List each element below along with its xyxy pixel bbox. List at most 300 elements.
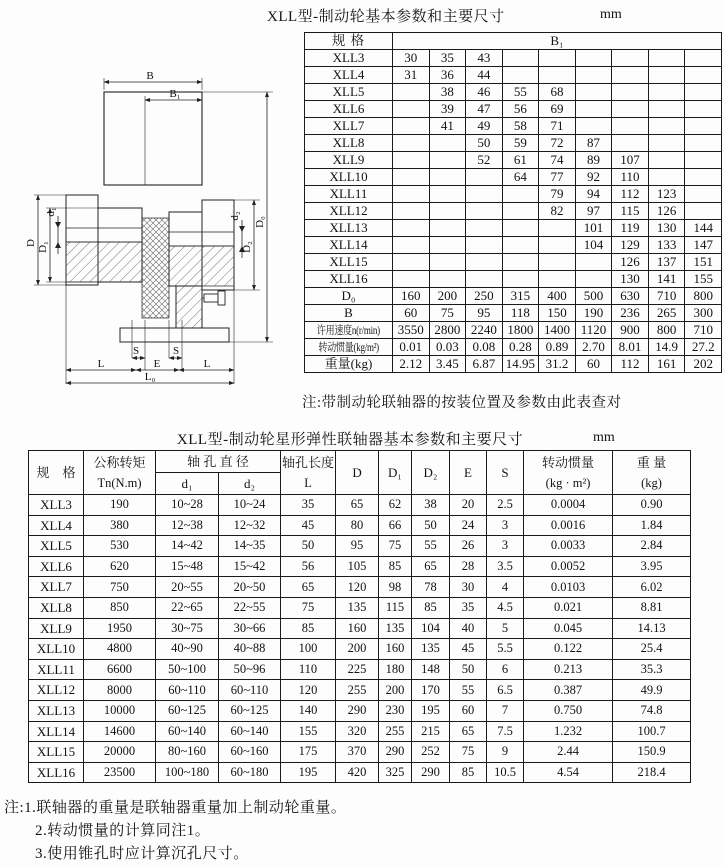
t2-header-torque [84,451,156,495]
table2-value-cell: 0.0033 [524,536,613,557]
table2-value-cell: 150.9 [613,742,691,763]
table1-b1-cell [429,169,466,186]
table1-b1-cell [539,237,576,254]
table1-footer-cell: 3.45 [429,356,466,373]
table1-b1-cell [466,169,503,186]
table1-row [305,84,722,101]
table2-value-cell: 620 [84,556,156,577]
table2-value-cell: 3.95 [613,556,691,577]
table1-row [305,220,722,237]
table2-value-cell: 850 [84,597,156,618]
table2-value-cell: 12~32 [219,515,281,536]
table2-value-cell: 420 [336,762,379,783]
table1-footer-cell: 0.01 [393,339,430,356]
table2-value-cell: 56 [281,556,336,577]
table2-value-cell: 60~180 [219,762,281,783]
table1-b1-cell: 115 [612,203,649,220]
table1-b1-cell [685,67,722,84]
table1-b1-cell [685,152,722,169]
table1-b1-cell [466,271,503,288]
table2-title: XLL型-制动轮星形弹性联轴器基本参数和主要尺寸 [176,432,524,448]
table1-b1-cell [502,237,539,254]
table1-b1-cell [429,152,466,169]
table2-value-cell: 6.5 [487,680,524,701]
table2-value-cell: 60~110 [156,680,219,701]
table1-b1-cell [502,220,539,237]
table1-footer-cell: 190 [575,305,612,322]
table1-b1-cell [539,50,576,67]
table1-footer-cell: 95 [466,305,503,322]
table1-b1-cell: 41 [429,118,466,135]
table2-rows [29,495,691,783]
table2-value-cell: 10000 [84,700,156,721]
table1-b1-cell: 123 [648,186,685,203]
table1-footer-label: 重量(kg) [305,356,393,373]
table1-b1-cell: 47 [466,101,503,118]
bolt-detail [202,291,225,305]
dim-label-E: E [153,358,161,370]
table1-b1-cell: 72 [539,135,576,152]
table2-value-cell: 4.54 [524,762,613,783]
table1-b1-cell [539,220,576,237]
table1-b1-cell [429,135,466,152]
t2-header-inertia-cn: 转动惯量 [542,454,595,470]
table2-value-cell: 14~42 [156,536,219,557]
table1-b1-cell: 129 [612,237,649,254]
table1-b1-cell [648,67,685,84]
table2-value-cell: 7.5 [487,721,524,742]
table1-row [305,237,722,254]
table1-footer-cell: 630 [612,288,649,305]
table2-value-cell: 74.8 [613,700,691,721]
table2-row [29,680,691,701]
t2-header-torque-sym: Tn(N.m) [97,475,142,490]
table1-footer-cell: 2240 [466,322,503,339]
table1-footer-label [305,322,393,339]
table1-footer-row [305,305,722,322]
table2-value-cell: 215 [412,721,450,742]
table2-value-cell: 65 [412,556,450,577]
table2-value-cell: 14600 [84,721,156,742]
table1-row [305,203,722,220]
table1-b1-cell: 30 [393,50,430,67]
t2-header-bore-len-sym: L [304,475,312,490]
table2-value-cell: 35 [281,495,336,516]
table1-b1-cell: 104 [575,237,612,254]
table2-value-cell: 30~66 [219,618,281,639]
table1-spec-cell: XLL11 [305,186,393,203]
table1-b1-cell [612,101,649,118]
t2-header-weight-cn: 重 量 [636,454,667,470]
table2-value-cell: 290 [379,742,412,763]
table1-footer-cell: 800 [685,288,722,305]
table1-b1-cell [466,254,503,271]
table1-row [305,254,722,271]
table1-footer-cell: 315 [502,288,539,305]
table2-value-cell: 20 [450,495,487,516]
table2-value-cell: 195 [281,762,336,783]
table1-b1-cell: 68 [539,84,576,101]
table2-spec-cell: XLL8 [29,597,84,618]
table1-footer-cell: 202 [685,356,722,373]
table2-value-cell: 22~65 [156,597,219,618]
table2-value-cell: 5.5 [487,639,524,660]
table2-value-cell: 28 [450,556,487,577]
table2-value-cell: 60~160 [219,742,281,763]
table1-footer-label [305,339,393,356]
table1-b1-cell [429,186,466,203]
table2-row [29,536,691,557]
table1-footer-cell: 265 [648,305,685,322]
table2-value-cell: 85 [412,597,450,618]
table2-value-cell: 7 [487,700,524,721]
table2-value-cell: 60~125 [219,700,281,721]
table1-b1-cell [612,135,649,152]
table2-value-cell: 100.7 [613,721,691,742]
table1-footer-cell: 31.2 [539,356,576,373]
table2-value-cell: 175 [281,742,336,763]
t2-header-inertia [524,451,613,495]
table2-value-cell: 325 [379,762,412,783]
table1-spec-cell: XLL8 [305,135,393,152]
table2-value-cell: 100 [281,639,336,660]
table1-b1-cell [685,169,722,186]
dim-label-L-right: L [203,358,211,370]
table1-spec-cell: XLL5 [305,84,393,101]
dim-label-D: D [25,239,37,247]
table1-footer-cell: 2.12 [393,356,430,373]
dim-label-D2: D₂ [241,241,253,253]
table1-footer-row [305,356,722,373]
table2-value-cell: 14~35 [219,536,281,557]
table1-footer-row [305,339,722,356]
table2-spec-cell: XLL14 [29,721,84,742]
table2-value-cell: 95 [336,536,379,557]
table1-row [305,101,722,118]
table1-b1-cell [466,237,503,254]
table2-value-cell: 10~28 [156,495,219,516]
table2-row [29,639,691,660]
table2-spec-cell: XLL13 [29,700,84,721]
table1-b1-cell [648,169,685,186]
table1-b1-cell [685,101,722,118]
table2-row [29,495,691,516]
dim-label-L0: L₀ [144,371,156,383]
table2-value-cell: 370 [336,742,379,763]
t2-header-weight-unit: (kg) [641,475,662,490]
table2-value-cell: 3 [487,515,524,536]
table1-b1-cell [393,220,430,237]
table2-row [29,742,691,763]
table2-value-cell: 148 [412,659,450,680]
table1-row [305,271,722,288]
table2-row [29,762,691,783]
table2-value-cell: 750 [84,577,156,598]
table1-b1-cell: 133 [648,237,685,254]
table1-b1-cell: 87 [575,135,612,152]
table1-b1-cell: 110 [612,169,649,186]
table2-value-cell: 0.750 [524,700,613,721]
table1-b1-cell [502,271,539,288]
table1-b1-cell [393,84,430,101]
table1-footer-cell: 112 [612,356,649,373]
t2-header-torque-cn: 公称转矩 [93,454,146,470]
table2-value-cell: 22~55 [219,597,281,618]
table1-b1-cell [429,271,466,288]
table2-value-cell: 0.0016 [524,515,613,536]
table1-spec-cell: XLL12 [305,203,393,220]
table1-row [305,186,722,203]
table2-row [29,597,691,618]
table1-b1-cell [575,67,612,84]
table2-value-cell: 155 [281,721,336,742]
table2-value-cell: 15~48 [156,556,219,577]
table2-row [29,700,691,721]
table1-b1-cell: 92 [575,169,612,186]
t2-header-spec: 规 格 [29,451,84,495]
table2-value-cell: 85 [281,618,336,639]
table1-footer-cell: 250 [466,288,503,305]
table2-value-cell: 62 [379,495,412,516]
table1-spec-cell: XLL7 [305,118,393,135]
table1-b1-cell: 46 [466,84,503,101]
table1-b1-cell [466,220,503,237]
table2-value-cell: 60~140 [156,721,219,742]
table2-value-cell: 80 [336,515,379,536]
table2-value-cell: 49.9 [613,680,691,701]
table2-value-cell: 15~42 [219,556,281,577]
table1-footer-cell: 75 [429,305,466,322]
table1-footer-label-text: 许用速度n(r/min) [317,324,380,337]
table2-value-cell: 50 [281,536,336,557]
table2-value-cell: 66 [379,515,412,536]
table1-header-row [305,33,722,50]
table2-spec-cell: XLL15 [29,742,84,763]
table1-b1-cell [393,152,430,169]
table2-value-cell: 380 [84,515,156,536]
table2-value-cell: 230 [379,700,412,721]
table2-value-cell: 0.122 [524,639,613,660]
table1-b1-cell [539,67,576,84]
table2-value-cell: 6.02 [613,577,691,598]
table2-value-cell: 60~110 [219,680,281,701]
t2-header-bore-len [281,451,336,495]
table1-footer-cell: 200 [429,288,466,305]
table2-spec-cell: XLL9 [29,618,84,639]
table1-b1-cell [685,203,722,220]
table1-b1-cell: 74 [539,152,576,169]
table1-b1-cell: 43 [466,50,503,67]
table1 [304,32,722,373]
table1-b1-cell [393,186,430,203]
table2-value-cell: 85 [450,762,487,783]
table1-b1-cell [685,135,722,152]
table1-b1-cell [429,203,466,220]
t2-header-E: E [450,451,487,495]
table1-b1-cell [648,84,685,101]
table2-value-cell: 2.44 [524,742,613,763]
table1-b1-cell: 64 [502,169,539,186]
table2-unit: mm [593,430,615,445]
table2-value-cell: 135 [336,597,379,618]
table2-value-cell: 75 [281,597,336,618]
t2-header-D: D [336,451,379,495]
table2-value-cell: 0.0052 [524,556,613,577]
table1-spec-cell: XLL6 [305,101,393,118]
table1-footer-cell: 500 [575,288,612,305]
table2-spec-cell: XLL11 [29,659,84,680]
table1-b1-cell [575,254,612,271]
table2-value-cell: 0.387 [524,680,613,701]
table1-footer-row [305,288,722,305]
t2-header-d1: d₁ [156,473,219,495]
table2-value-cell: 1.84 [613,515,691,536]
table1-footer-label-text: 转动惯量(kg/m²) [318,341,379,354]
table1-b1-cell: 39 [429,101,466,118]
table2-value-cell: 50~96 [219,659,281,680]
table1-footer-cell: 150 [539,305,576,322]
table2-value-cell: 78 [412,577,450,598]
table1-footer-cell: 2800 [429,322,466,339]
table1-unit: mm [600,7,622,22]
table1-b1-cell [575,118,612,135]
table2-value-cell: 8000 [84,680,156,701]
table2-value-cell: 3 [487,536,524,557]
table1-b1-cell [648,101,685,118]
table2-value-cell: 75 [450,742,487,763]
table1-b1-cell [393,271,430,288]
table1-spec-cell: XLL15 [305,254,393,271]
table1-b1-cell [393,254,430,271]
table1-b1-cell [502,50,539,67]
note-line-1: 注:1.联轴器的重量是联轴器重量加上制动轮重量。 [4,800,347,816]
dim-label-L-left: L [97,358,105,370]
table2-spec-cell: XLL10 [29,639,84,660]
table1-b1-cell [685,50,722,67]
table1-b1-cell: 55 [502,84,539,101]
table1-footer-row [305,322,722,339]
table1-footer-cell: 3550 [393,322,430,339]
table2-value-cell: 38 [412,495,450,516]
table2-value-cell: 200 [336,639,379,660]
table1-b1-cell [685,84,722,101]
table1-b1-cell: 77 [539,169,576,186]
table1-b1-cell: 82 [539,203,576,220]
table1-footer-cell: 60 [575,356,612,373]
table2-value-cell: 0.0103 [524,577,613,598]
table2-value-cell: 4.5 [487,597,524,618]
table2-value-cell: 24 [450,515,487,536]
table2-value-cell: 75 [379,536,412,557]
table2-value-cell: 0.213 [524,659,613,680]
table2-value-cell: 20000 [84,742,156,763]
table2-value-cell: 6 [487,659,524,680]
table1-b1-cell: 141 [648,271,685,288]
table2-value-cell: 252 [412,742,450,763]
table2-value-cell: 0.021 [524,597,613,618]
dim-label-B1: B₁ [169,88,181,100]
table2-value-cell: 190 [84,495,156,516]
table1-b1-cell [393,135,430,152]
table2-value-cell: 35.3 [613,659,691,680]
table1-b1-cell: 126 [612,254,649,271]
table2-spec-cell: XLL6 [29,556,84,577]
table2-value-cell: 225 [336,659,379,680]
table1-b1-cell [502,186,539,203]
dim-label-d1: d₁ [45,207,57,217]
table2-value-cell: 0.045 [524,618,613,639]
table1-b1-cell: 38 [429,84,466,101]
table2-value-cell: 290 [336,700,379,721]
table2-value-cell: 195 [412,700,450,721]
t2-header-D1: D₁ [379,451,412,495]
table2-value-cell: 6600 [84,659,156,680]
table2-value-cell: 115 [379,597,412,618]
table2-value-cell: 160 [379,639,412,660]
table1-spec-cell: XLL9 [305,152,393,169]
table2-value-cell: 104 [412,618,450,639]
table1-footer-cell: 118 [502,305,539,322]
table2-value-cell: 100~180 [156,762,219,783]
table1-footer-cell: 1800 [502,322,539,339]
t2-header-S: S [487,451,524,495]
table2-row [29,577,691,598]
table2-value-cell: 14.13 [613,618,691,639]
table1-b1-cell: 58 [502,118,539,135]
table2-value-cell: 120 [281,680,336,701]
table2-value-cell: 25.4 [613,639,691,660]
table1-b1-cell: 137 [648,254,685,271]
table1-b1-cell [466,203,503,220]
table2-value-cell: 35 [450,597,487,618]
table1-spec-cell: XLL16 [305,271,393,288]
table1-note: 注:带制动轮联轴器的按装位置及参数由此表查对 [302,395,622,411]
table1-footer-cell: 161 [648,356,685,373]
table1-b1-cell: 50 [466,135,503,152]
table1-b1-cell [539,254,576,271]
table2-value-cell: 120 [336,577,379,598]
table1-spec-cell: XLL10 [305,169,393,186]
table2-value-cell: 65 [336,495,379,516]
table1-b1-cell [648,50,685,67]
table1-footer-label: B [305,305,393,322]
table1-b1-cell: 44 [466,67,503,84]
table2-value-cell: 1.232 [524,721,613,742]
table2-value-cell: 12~38 [156,515,219,536]
table1-b1-cell: 89 [575,152,612,169]
table2-value-cell: 530 [84,536,156,557]
table2-value-cell: 45 [450,639,487,660]
table1-spec-cell: XLL14 [305,237,393,254]
table1-b1-cell [429,254,466,271]
table2-value-cell: 50~100 [156,659,219,680]
table2-value-cell: 30~75 [156,618,219,639]
table1-row [305,118,722,135]
table1-footer-cell: 0.28 [502,339,539,356]
table2-value-cell: 10.5 [487,762,524,783]
table1-b1-cell [685,118,722,135]
table2-value-cell: 255 [336,680,379,701]
table1-b1-cell: 97 [575,203,612,220]
table2-value-cell: 26 [450,536,487,557]
table1-b1-cell: 119 [612,220,649,237]
dim-label-B: B [146,70,154,82]
table1-b1-cell [648,152,685,169]
table1-b1-cell: 69 [539,101,576,118]
table1-footer-cell: 710 [648,288,685,305]
table1-b1-cell [575,101,612,118]
table2-value-cell: 55 [412,536,450,557]
